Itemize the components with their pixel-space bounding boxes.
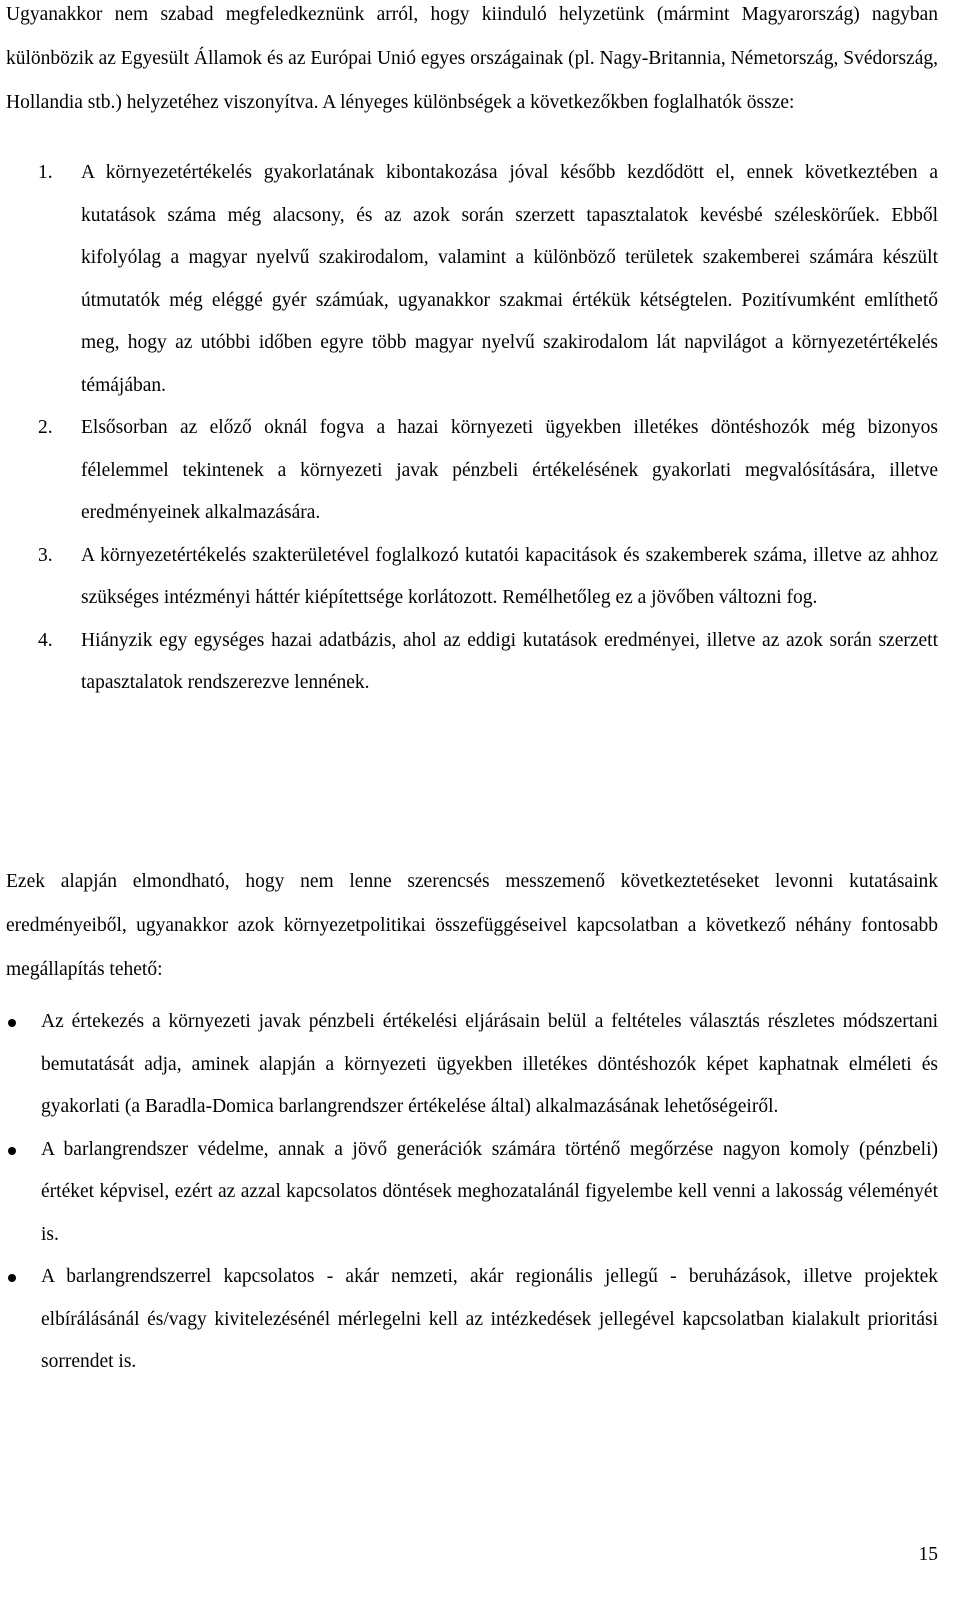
bullet-text: A barlangrendszer védelme, annak a jövő generációk számára történő megőrzése nagyon komoly (pénzbeli) értéket képvisel, ezért az azzal kapcsolatos döntések meghozatalánál figyelembe kell venni a lakosság véleményét is.	[41, 1138, 938, 1245]
bullet-icon	[8, 1274, 16, 1282]
bullet-list	[6, 1001, 938, 1384]
numbered-item	[6, 535, 938, 620]
numbered-item	[6, 620, 938, 705]
bullet-icon	[8, 1019, 16, 1027]
bullet-text: Az értekezés a környezeti javak pénzbeli értékelési eljárásain belül a feltételes választás részletes módszertani bemutatását adja, aminek alapján a környezeti ügyekben illetékes döntéshozók képet kaphatnak elméleti és gyakorlati (a Baradla-Domica barlangrendszer értékelése által) alkalmazásának lehetőségeiről.	[41, 1011, 938, 1117]
item-text: A környezetértékelés gyakorlatának kibontakozása jóval később kezdődött el, ennek következtében a kutatások száma még alacsony, és az azok során szerzett tapasztalatok kevésbé széleskörűek. Ebből kifolyólag a magyar nyelvű szakirodalom, valamint a különböző területek szakemberei számára készült útmutatók még eléggé gyér számúak, ugyanakkor szakmai értékük kétségtelen. Pozitívumként említhető meg, hogy az utóbbi időben egyre több magyar nyelvű szakirodalom lát napvilágot a környezetértékelés témájában.	[81, 162, 938, 396]
bullet-icon	[8, 1147, 16, 1155]
bullet-item	[6, 1256, 938, 1384]
numbered-item	[6, 152, 938, 407]
bullet-item	[6, 1001, 938, 1129]
item-text: Elsősorban az előző oknál fogva a hazai környezeti ügyekben illetékes döntéshozók még bizonyos félelemmel tekintenek a környezeti javak pénzbeli értékelésének gyakorlati megvalósítására, illetve eredményeinek alkalmazására.	[81, 417, 938, 523]
numbered-list	[6, 152, 938, 705]
item-number: 3.	[38, 544, 53, 566]
intro-paragraph: Ugyanakkor nem szabad megfeledkeznünk arról, hogy kiinduló helyzetünk (mármint Magyarország) nagyban különbözik az Egyesült Államok és az Európai Unió egyes országainak (pl. Nagy-Britannia, Németország, Svédország, Hollandia stb.) helyzetéhez viszonyítva. A lényeges különbségek a következőkben foglalhatók össze:	[6, 4, 938, 113]
bullet-item	[6, 1129, 938, 1257]
item-text: A környezetértékelés szakterületével foglalkozó kutatói kapacitások és szakemberek száma, illetve az ahhoz szükséges intézményi háttér kiépítettsége korlátozott. Remélhetőleg ez a jövőben változni fog.	[81, 544, 938, 608]
summary-paragraph: Ezek alapján elmondható, hogy nem lenne szerencsés messzemenő következtetéseket levonni kutatásaink eredményeiből, ugyanakkor azok környezetpolitikai összefüggéseivel kapcsolatban a következő néhány fontosabb megállapítás tehető:	[6, 871, 938, 980]
item-number: 2.	[38, 417, 53, 438]
numbered-item	[6, 407, 938, 535]
item-number: 4.	[38, 629, 53, 651]
item-number: 1.	[38, 162, 53, 183]
item-text: Hiányzik egy egységes hazai adatbázis, ahol az eddigi kutatások eredményei, illetve az azok során szerzett tapasztalatok rendszerezve lennének.	[81, 629, 938, 693]
page-number: 15	[918, 1544, 938, 1565]
bullet-text: A barlangrendszerrel kapcsolatos - akár nemzeti, akár regionális jellegű - beruházások, illetve projektek elbírálásánál és/vagy kivitelezésénél mérlegelni kell az intézkedések jellegével kapcsolatban kialakult prioritási sorrendet is.	[41, 1266, 938, 1372]
